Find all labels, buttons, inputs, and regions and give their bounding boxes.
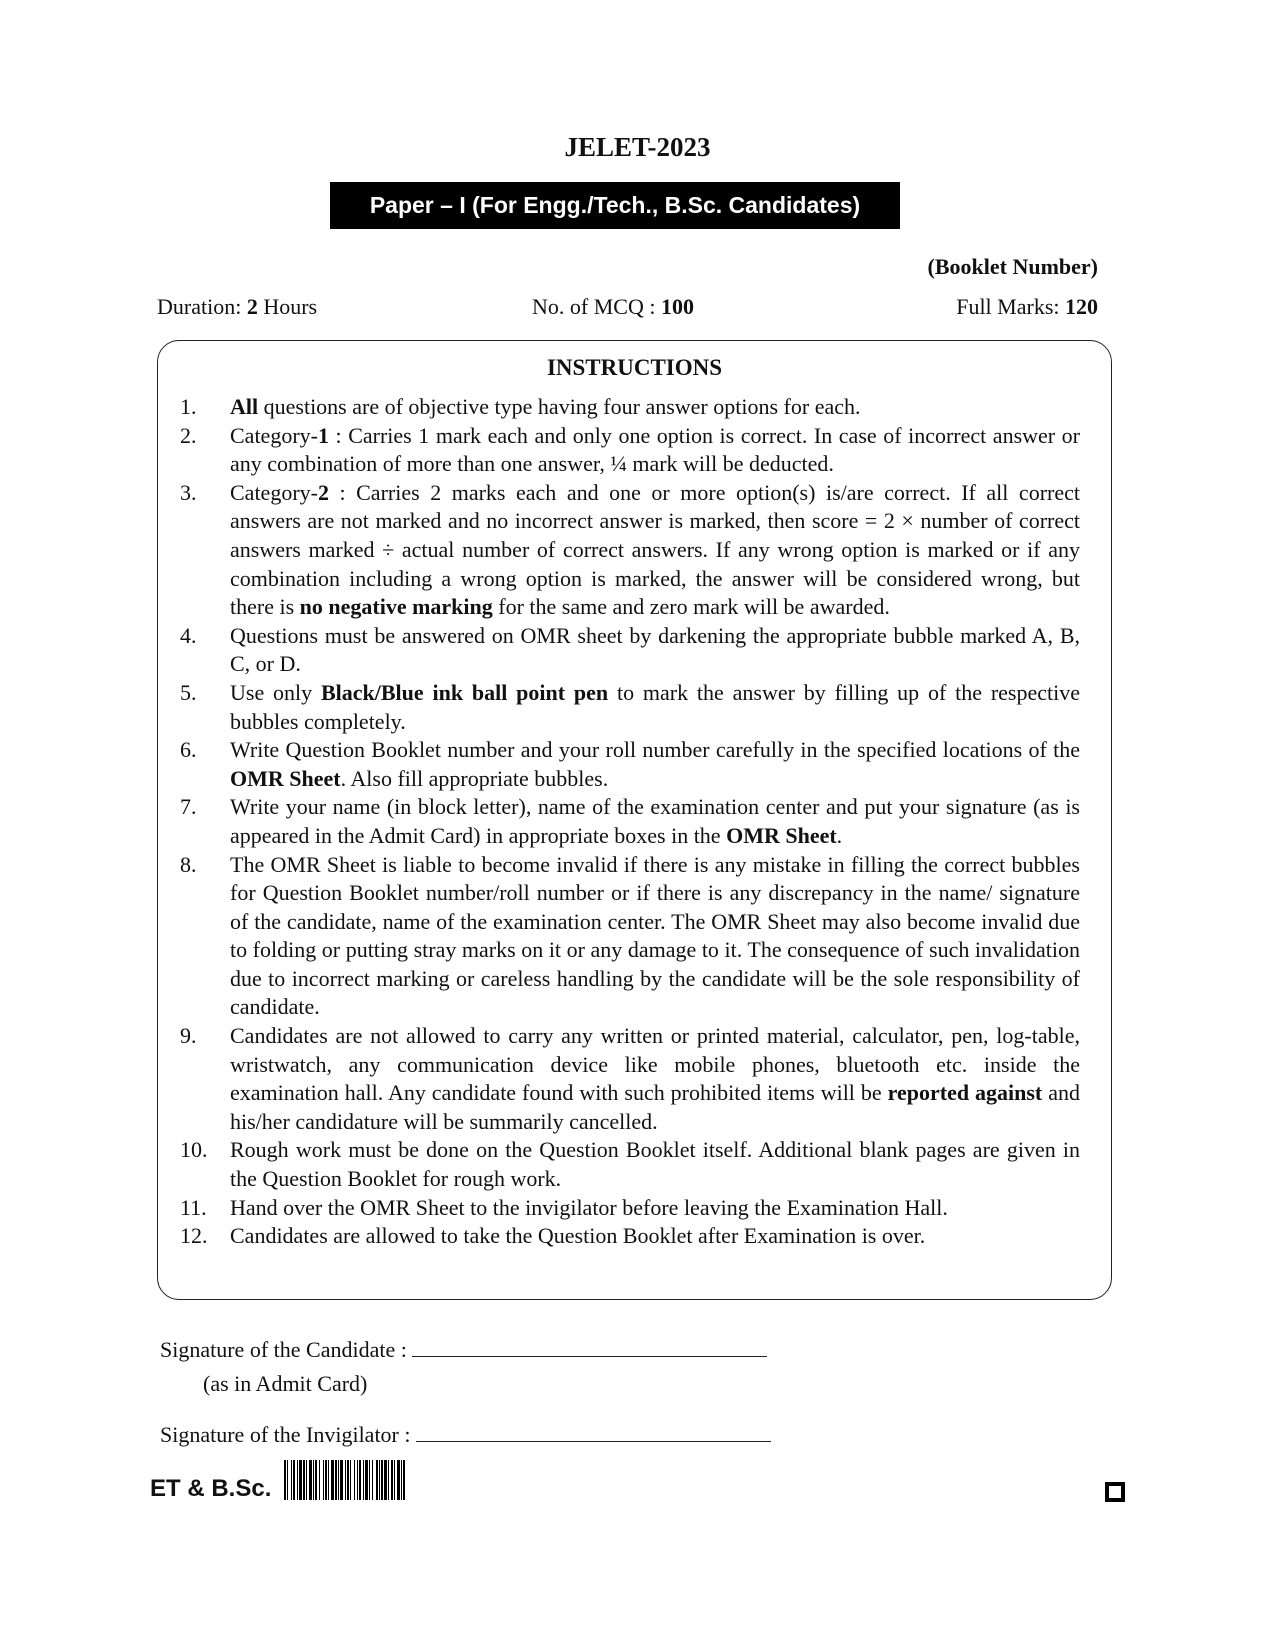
instruction-item	[180, 1194, 1080, 1223]
marks-value: 120	[1065, 294, 1098, 319]
duration-value: 2	[246, 294, 258, 319]
instructions-box	[157, 340, 1112, 1300]
instruction-text: Hand over the OMR Sheet to the invigilator before leaving the Examination Hall.	[230, 1194, 948, 1220]
instruction-item	[180, 1022, 1080, 1136]
corner-mark-icon	[1105, 1482, 1125, 1502]
barcode-bar	[328, 1460, 329, 1500]
barcode-bar	[391, 1460, 393, 1500]
instruction-text: Category-2 : Carries 2 marks each and one or more option(s) is/are correct. If all correct answers are not marked and no incorrect answer is marked, then score = 2 × number of correct answers marked ÷ actual number of correct answers. If any wrong option is marked or if any combination including a wrong option is marked, the answer will be considered wrong, but there is no negative marking for the same and zero mark will be awarded.	[230, 479, 1080, 620]
instruction-number: 10.	[180, 1137, 208, 1163]
mcq-count	[532, 294, 694, 320]
barcode-bar	[284, 1460, 286, 1500]
instruction-number: 11.	[180, 1194, 207, 1220]
barcode	[282, 1460, 532, 1500]
duration-label: Duration:	[157, 294, 247, 319]
instruction-number: 5.	[180, 679, 197, 705]
barcode-bar	[299, 1460, 302, 1500]
invigilator-signature	[160, 1422, 771, 1448]
barcode-bar	[397, 1460, 400, 1500]
barcode-bar	[350, 1460, 351, 1500]
instruction-number: 4.	[180, 622, 197, 648]
barcode-bar	[297, 1460, 298, 1500]
instruction-text: Write Question Booklet number and your roll number carefully in the specified locations of the OMR Sheet. Also fill appropriate bubbles.	[230, 737, 1080, 791]
instruction-text: Questions must be answered on OMR sheet by darkening the appropriate bubble marked A, B, C, or D.	[230, 622, 1080, 677]
barcode-bar	[335, 1460, 337, 1500]
instruction-number: 6.	[180, 737, 197, 763]
full-marks	[956, 294, 1098, 320]
instruction-item	[180, 793, 1080, 850]
barcode-bar	[319, 1460, 320, 1500]
instruction-number: 2.	[180, 422, 197, 448]
barcode-bar	[313, 1460, 314, 1500]
paper-code: ET & B.Sc.	[150, 1475, 272, 1502]
barcode-bar	[347, 1460, 349, 1500]
invigilator-signature-label: Signature of the Invigilator :	[160, 1422, 416, 1447]
barcode-bar	[354, 1460, 355, 1500]
instruction-text: Rough work must be done on the Question Booklet itself. Additional blank pages are given in the Question Booklet for rough work.	[230, 1137, 1080, 1192]
barcode-bar	[338, 1460, 339, 1500]
instruction-number: 12.	[180, 1223, 208, 1249]
barcode-bar	[372, 1460, 373, 1500]
instruction-text: Write your name (in block letter), name of the examination center and put your signature (as is appeared in the Admit Card) in appropriate boxes in the OMR Sheet.	[230, 794, 1080, 848]
instruction-number: 9.	[180, 1023, 197, 1049]
exam-title: JELET-2023	[564, 132, 711, 162]
instruction-item	[180, 393, 1080, 422]
barcode-bar	[315, 1460, 317, 1500]
instruction-item	[180, 1222, 1080, 1251]
barcode-bar	[323, 1460, 324, 1500]
instruction-text: Category-1 : Carries 1 mark each and only one option is correct. In case of incorrect answer or any combination of more than one answer, ¼ mark will be deducted.	[230, 422, 1080, 477]
candidate-signature-label: Signature of the Candidate :	[160, 1337, 413, 1362]
barcode-bar	[331, 1460, 334, 1500]
candidate-signature	[160, 1337, 767, 1363]
duration	[157, 294, 317, 320]
instruction-item	[180, 736, 1080, 793]
barcode-bar	[388, 1460, 389, 1500]
instruction-text: Candidates are allowed to take the Question Booklet after Examination is over.	[230, 1223, 926, 1249]
barcode-bar	[394, 1460, 395, 1500]
barcode-bar	[303, 1460, 305, 1500]
instruction-number: 8.	[180, 851, 197, 877]
barcode-bar	[384, 1460, 387, 1500]
instruction-item	[180, 1136, 1080, 1193]
invigilator-signature-line[interactable]	[416, 1423, 771, 1442]
barcode-bar	[379, 1460, 380, 1500]
instruction-text: The OMR Sheet is liable to become invalid if there is any mistake in filling the correct bubbles for Question Booklet number/roll number or if there is any discrepancy in the name/ signature of the candidate, name of the examination center. The OMR Sheet may also become invalid due to folding or putting stray marks on it or any damage to it. The consequence of such invalidation due to incorrect marking or careless handling by the candidate will be the sole responsibility of candidate.	[230, 851, 1080, 1020]
marks-label: Full Marks:	[956, 294, 1065, 319]
candidate-signature-line[interactable]	[412, 1338, 767, 1357]
instruction-text: Use only Black/Blue ink ball point pen to mark the answer by filling up of the respective bubbles completely.	[230, 679, 1080, 734]
barcode-bar	[309, 1460, 312, 1500]
instruction-text: All questions are of objective type having four answer options for each.	[230, 394, 861, 419]
barcode-bar	[401, 1460, 402, 1500]
instruction-number: 3.	[180, 479, 197, 505]
barcode-bar	[363, 1460, 364, 1500]
booklet-number-label: (Booklet Number)	[927, 254, 1098, 279]
instruction-item	[180, 622, 1080, 679]
duration-unit: Hours	[257, 294, 318, 319]
instruction-item	[180, 422, 1080, 479]
barcode-bar	[369, 1460, 370, 1500]
barcode-bar	[291, 1460, 292, 1500]
barcode-bar	[359, 1460, 361, 1500]
instruction-number: 1.	[180, 394, 197, 419]
barcode-bar	[376, 1460, 378, 1500]
barcode-bar	[381, 1460, 383, 1500]
barcode-bar	[287, 1460, 288, 1500]
barcode-bar	[365, 1460, 368, 1500]
instruction-text: Candidates are not allowed to carry any written or printed material, calculator, pen, log-table, wristwatch, any communication device like mobile phones, bluetooth etc. inside the examination hall. Any candidate found with such prohibited items will be reported against and his/her candidature will be summarily cancelled.	[230, 1023, 1080, 1134]
instructions-heading: INSTRUCTIONS	[546, 355, 723, 380]
mcq-value: 100	[660, 294, 694, 319]
candidate-signature-note: (as in Admit Card)	[203, 1371, 368, 1396]
instructions-list	[180, 393, 1080, 1251]
paper-label: Paper – I (For Engg./Tech., B.Sc. Candidates)	[330, 182, 900, 229]
mcq-label: No. of MCQ :	[532, 294, 661, 319]
instruction-number: 7.	[180, 794, 197, 820]
barcode-bar	[340, 1460, 343, 1500]
instruction-item	[180, 679, 1080, 736]
barcode-bar	[357, 1460, 358, 1500]
instruction-item	[180, 851, 1080, 1023]
barcode-bar	[306, 1460, 307, 1500]
instruction-item	[180, 479, 1080, 622]
barcode-bar	[345, 1460, 346, 1500]
barcode-bar	[403, 1460, 405, 1500]
barcode-bar	[325, 1460, 327, 1500]
barcode-bar	[293, 1460, 295, 1500]
